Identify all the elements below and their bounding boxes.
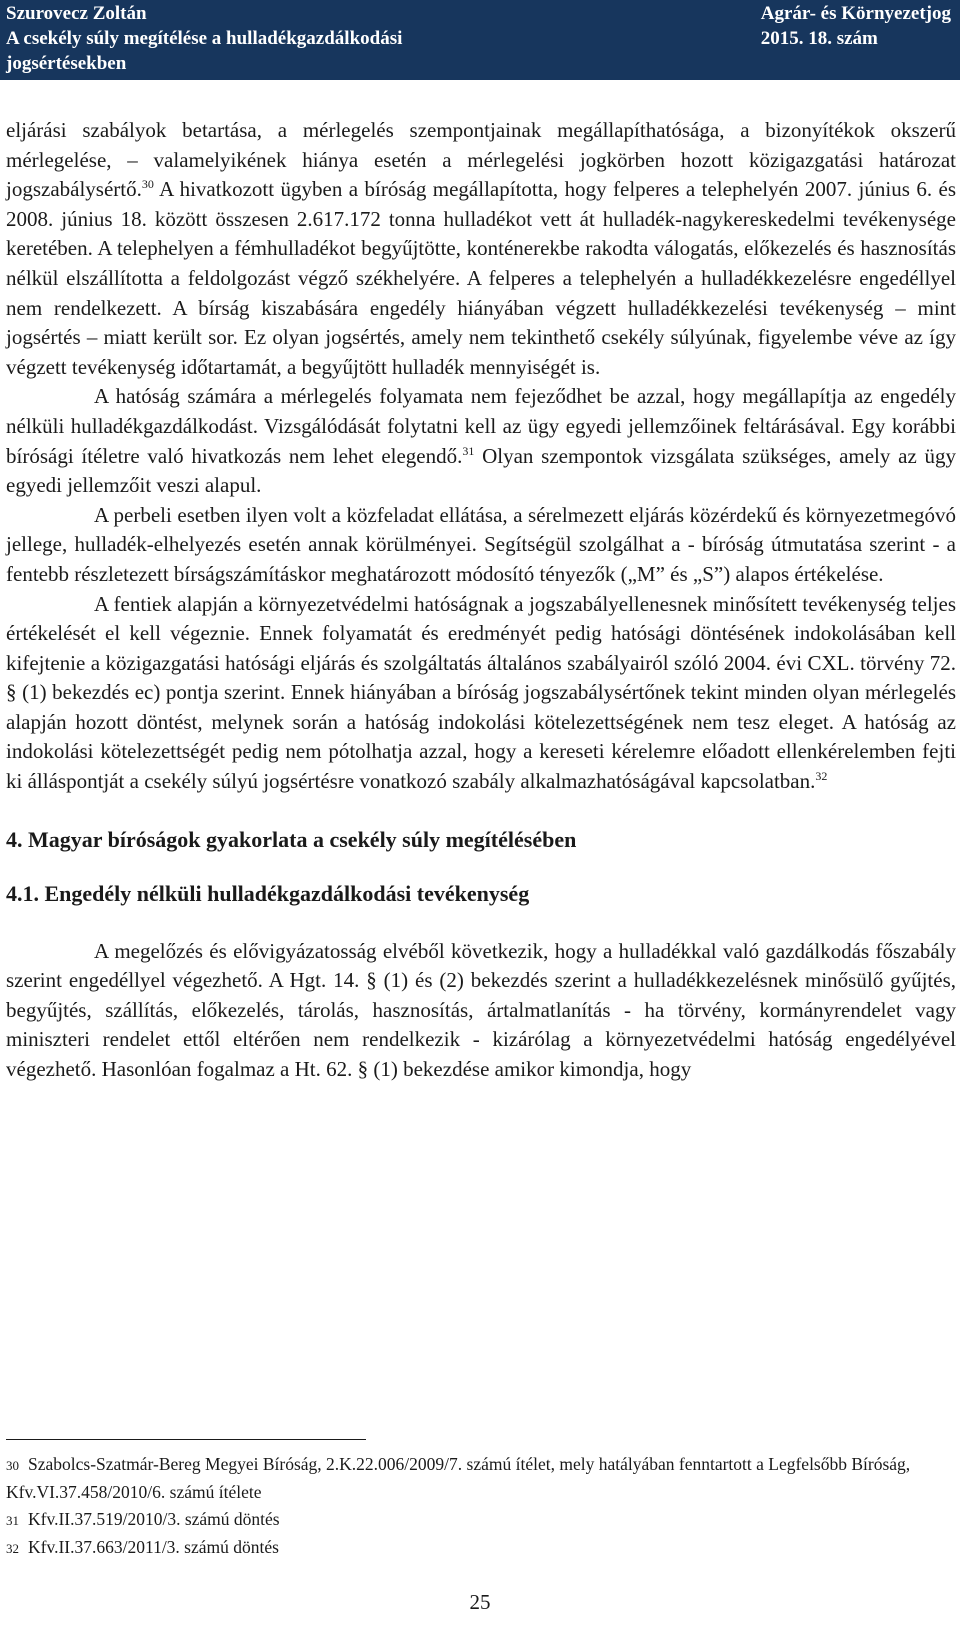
footnote-text: Kfv.II.37.663/2011/3. számú döntés <box>28 1537 279 1557</box>
header-author: Szurovecz Zoltán <box>6 3 147 24</box>
subsection-heading: 4.1. Engedély nélküli hulladékgazdálkodási tevékenység <box>6 880 530 906</box>
header-issue: 2015. 18. szám <box>760 28 878 49</box>
paragraph-5: A megelőzés és elővigyázatosság elvéből következik, hogy a hulladékkal való gazdálkodás főszabály szerint engedéllyel végezhető. A Hgt. 14. § (1) és (2) bekezdés szerint a hulladékkezelésnek minősülő gyűjtés, begyűjtés, szállítás, előkezelés, tárolás, hasznosítás, ártalmatlanítás - ha törvény, kormányrendelet vagy miniszteri rendelet ettől eltérően nem rendelkezik - kizárólag a környezetvédelmi hatóság engedélyével végezhető. Hasonlóan fogalmaz a Ht. 62. § (1) bekezdése amikor kimondja, hogy <box>6 938 956 1082</box>
page-number: 25 <box>469 1590 491 1614</box>
footnote-number: 30 <box>6 1458 19 1473</box>
paragraph-1: eljárási szabályok betartása, a mérlegelés szempontjainak megállapíthatósága, a bizonyítékok okszerű mérlegelése, – valamelyikének hiánya esetén a mérlegelési jogkörben hozott közigazgatási határozat jogszabálysértő.$^{30}$ A hivatkozott ügyben a bíróság megállapította, hogy felperes a telephelyén 2007. június 6. és 2008. június 18. között összesen 2.617.172 tonna hulladékot vett át hulladék-nagykereskedelmi tevékenysége keretében. A telephelyen a fémhulladékot begyűjtötte, konténerekbe rakodta válogatás, előkezelés és hasznosítás nélkül elszállította a feldolgozást végző székhelyére. A felperes a telephelyén a hulladékkezelésre engedéllyel nem rendelkezett. A bírság kiszabására engedély hiányában végzett hulladékkezelési tevékenység – mint jogsértés – miatt került sor. Ez olyan jogsértés, amely nem tekinthető csekély súlyúnak, figyelembe véve az így végzett tevékenység időtartamát, a begyűjtött hulladék mennyiségét is. <box>6 118 956 379</box>
header-journal: Agrár- és Környezetjog <box>760 3 951 24</box>
header-right <box>761 1 951 51</box>
footnote-32 <box>6 1534 956 1562</box>
header-title-line1: A csekély súly megítélése a hulladékgazdálkodási <box>6 28 403 49</box>
paragraph-3: A perbeli esetben ilyen volt a közfeladat ellátása, a sérelmezett eljárás közérdekű és környezetmegóvó jellege, hulladék-elhelyezés esetén annak körülményei. Segítségül szolgálhat a - bíróság útmutatása szerint - a fentebb részletezett bírságszámításkor meghatározott módosító tényezők („M” és „S”) alapos értékelése. <box>6 502 956 586</box>
footnote-separator <box>6 1439 366 1440</box>
footnote-text: Szabolcs-Szatmár-Bereg Megyei Bíróság, 2.K.22.006/2009/7. számú ítélet, mely hatályában fenntartott a Legfelsőbb Bíróság, Kfv.VI.37.458/2010/6. számú ítélete <box>6 1454 911 1502</box>
footnote-30 <box>6 1451 956 1506</box>
paragraph-4: A fentiek alapján a környezetvédelmi hatóságnak a jogszabályellenesnek minősített tevékenység teljes értékelését el kell végeznie. Ennek folyamatát és eredményét pedig hatósági döntésének indokolásában kell kifejtenie a közigazgatási hatósági eljárás és szolgáltatás általános szabályairól szóló 2004. évi CXL. törvény 72. § (1) bekezdés ec) pontja szerint. Ennek hiányában a bíróság jogszabálysértőnek tekint minden olyan mérlegelés alapján hozott döntést, melynek során a hatóság indokolási kötelezettségének nem tesz eleget. A hatóság az indokolási kötelezettségét pedig nem pótolhatja azzal, hogy a kereseti kérelemre előadott ellenkérelemben fejti ki álláspontját a csekély súlyú jogsértésre vonatkozó szabály alkalmazhatóságával kapcsolatban.$^{32}$ <box>6 591 956 794</box>
footnote-31 <box>6 1506 956 1534</box>
footnote-text: Kfv.II.37.519/2010/3. számú döntés <box>28 1509 280 1529</box>
footnote-ref-32[interactable]: 32 <box>815 769 828 784</box>
document-body <box>6 116 956 1085</box>
footnote-number: 32 <box>6 1541 19 1556</box>
footnote-ref-31[interactable]: 31 <box>462 443 475 458</box>
paragraph-2: A hatóság számára a mérlegelés folyamata nem fejeződhet be azzal, hogy megállapítja az engedély nélküli hulladékgazdálkodást. Vizsgálódását folytatni kell az ügy egyedi jellemzőinek feltárásával. Egy korábbi bírósági ítéletre való hivatkozás nem lehet elegendő.$^{31}$ Olyan szempontok vizsgálata szükséges, amely az ügy egyedi jellemzőit veszi alapul. <box>6 384 957 498</box>
header-left <box>6 1 402 76</box>
header-title-line2: jogsértésekben <box>6 53 127 74</box>
section-heading: 4. Magyar bíróságok gyakorlata a csekély súly megítélésében <box>6 826 577 852</box>
footnote-ref-30[interactable]: 30 <box>141 177 154 192</box>
footnote-number: 31 <box>6 1513 19 1528</box>
page-header <box>0 0 960 80</box>
footnotes <box>6 1451 956 1562</box>
